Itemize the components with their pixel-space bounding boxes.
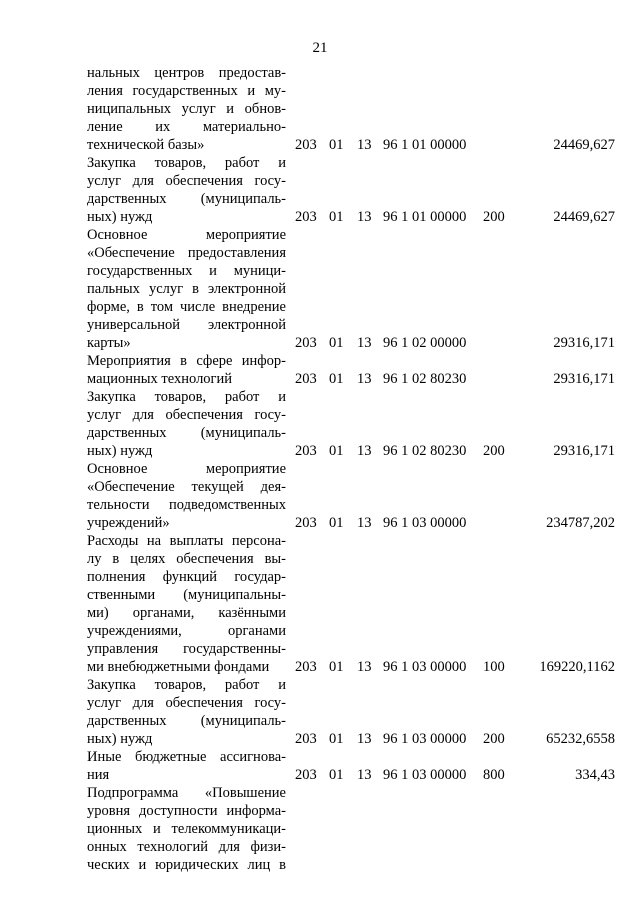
code-rz: 01	[329, 767, 344, 783]
row-amount: 29316,171	[553, 443, 615, 459]
row-amount: 234787,202	[546, 515, 615, 531]
description-line: Подпрограмма «Повышение	[87, 785, 286, 801]
code-rz: 01	[329, 515, 344, 531]
description-line: лу в целях обеспечения вы-	[87, 551, 286, 567]
budget-table	[0, 64, 640, 874]
code-vr: 200	[483, 209, 505, 225]
row-amount: 65232,6558	[546, 731, 615, 747]
description-line: форме, в том числе внедрение	[87, 299, 286, 315]
description-line: услуг для обеспечения госу-	[87, 407, 286, 423]
code-gr: 203	[295, 443, 317, 459]
code-gr: 203	[295, 137, 317, 153]
code-rz: 01	[329, 209, 344, 225]
code-pr: 13	[357, 767, 372, 783]
row-codes	[286, 766, 615, 784]
description-line: тельности подведомственных	[87, 497, 286, 513]
code-csr: 96 1 03 00000	[383, 767, 467, 783]
description-line: Расходы на выплаты персона-	[87, 533, 286, 549]
description-line: ных) нужд	[87, 443, 153, 459]
description-line: Мероприятия в сфере инфор-	[87, 353, 286, 369]
code-rz: 01	[329, 371, 344, 387]
code-csr: 96 1 01 00000	[383, 137, 467, 153]
code-vr	[483, 514, 511, 532]
code-gr: 203	[295, 335, 317, 351]
row-description	[87, 676, 286, 748]
description-line: «Обеспечение текущей дея-	[87, 479, 286, 495]
description-line: ниципальных услуг и обнов-	[87, 101, 286, 117]
table-row	[0, 748, 640, 784]
row-codes	[286, 136, 615, 154]
code-vr	[483, 334, 511, 352]
row-amount: 29316,171	[553, 335, 615, 351]
code-pr: 13	[357, 335, 372, 351]
description-line: Иные бюджетные ассигнова-	[87, 749, 286, 765]
row-codes	[286, 514, 615, 532]
description-line: онных технологий для физи-	[87, 839, 286, 855]
code-rz: 01	[329, 443, 344, 459]
description-line: ми) органами, казёнными	[87, 605, 286, 621]
row-codes	[286, 730, 615, 748]
table-row	[0, 388, 640, 460]
description-line: ственными (муниципальны-	[87, 587, 286, 603]
description-line: уровня доступности информа-	[87, 803, 286, 819]
table-row	[0, 64, 640, 154]
code-gr: 203	[295, 209, 317, 225]
description-line: дарственных (муниципаль-	[87, 191, 286, 207]
description-line: ных) нужд	[87, 731, 153, 747]
row-amount: 29316,171	[553, 371, 615, 387]
description-line: ление их материально-	[87, 119, 286, 135]
code-rz: 01	[329, 659, 344, 675]
code-vr	[483, 370, 511, 388]
table-row	[0, 352, 640, 388]
code-gr: 203	[295, 731, 317, 747]
row-description	[87, 226, 286, 352]
table-row	[0, 226, 640, 352]
description-line: Основное мероприятие	[87, 227, 286, 243]
description-line: услуг для обеспечения госу-	[87, 695, 286, 711]
code-gr: 203	[295, 515, 317, 531]
code-pr: 13	[357, 443, 372, 459]
row-description	[87, 460, 286, 532]
table-row	[0, 154, 640, 226]
code-pr: 13	[357, 515, 372, 531]
code-pr: 13	[357, 137, 372, 153]
table-row	[0, 784, 640, 874]
description-line: дарственных (муниципаль-	[87, 425, 286, 441]
description-line: Закупка товаров, работ и	[87, 155, 286, 171]
description-line: услуг для обеспечения госу-	[87, 173, 286, 189]
table-row	[0, 460, 640, 532]
description-line: управления государственны-	[87, 641, 286, 657]
code-csr: 96 1 03 00000	[383, 515, 467, 531]
code-rz: 01	[329, 731, 344, 747]
row-description	[87, 532, 286, 676]
description-line: «Обеспечение предоставления	[87, 245, 286, 261]
code-pr: 13	[357, 371, 372, 387]
row-description	[87, 784, 286, 874]
description-line: Закупка товаров, работ и	[87, 389, 286, 405]
description-line: ционных и телекоммуникаци-	[87, 821, 286, 837]
code-rz: 01	[329, 137, 344, 153]
description-line: нальных центров предостав-	[87, 65, 286, 81]
code-csr: 96 1 02 00000	[383, 335, 467, 351]
code-pr: 13	[357, 731, 372, 747]
code-vr: 200	[483, 731, 505, 747]
row-codes	[286, 334, 615, 352]
page-number: 21	[312, 40, 328, 56]
row-description	[87, 388, 286, 460]
code-gr: 203	[295, 767, 317, 783]
code-vr: 800	[483, 767, 505, 783]
row-amount: 334,43	[575, 767, 615, 783]
description-line: полнения функций государ-	[87, 569, 286, 585]
description-line: ческих и юридических лиц в	[87, 857, 286, 873]
description-line: ми внебюджетными фондами	[87, 659, 270, 675]
description-line: Основное мероприятие	[87, 461, 286, 477]
code-vr	[483, 136, 511, 154]
description-line: универсальной электронной	[87, 317, 286, 333]
code-csr: 96 1 03 00000	[383, 731, 467, 747]
description-line: ния	[87, 767, 110, 783]
code-rz: 01	[329, 335, 344, 351]
code-gr: 203	[295, 659, 317, 675]
row-description	[87, 748, 286, 784]
code-csr: 96 1 02 80230	[383, 371, 467, 387]
row-amount: 169220,1162	[539, 659, 615, 675]
row-description	[87, 154, 286, 226]
row-codes	[286, 370, 615, 388]
row-codes	[286, 208, 615, 226]
code-csr: 96 1 01 00000	[383, 209, 467, 225]
code-csr: 96 1 02 80230	[383, 443, 467, 459]
description-line: дарственных (муниципаль-	[87, 713, 286, 729]
description-line: технической базы»	[87, 137, 205, 153]
description-line: мационных технологий	[87, 371, 233, 387]
table-row	[0, 532, 640, 676]
code-vr: 100	[483, 659, 505, 675]
row-codes	[286, 658, 615, 676]
description-line: пальных услуг в электронной	[87, 281, 286, 297]
code-csr: 96 1 03 00000	[383, 659, 467, 675]
description-line: учреждений»	[87, 515, 170, 531]
code-pr: 13	[357, 659, 372, 675]
code-pr: 13	[357, 209, 372, 225]
code-vr: 200	[483, 443, 505, 459]
description-line: Закупка товаров, работ и	[87, 677, 286, 693]
description-line: государственных и муници-	[87, 263, 286, 279]
row-description	[87, 352, 286, 388]
row-codes	[286, 442, 615, 460]
row-amount: 24469,627	[553, 209, 615, 225]
description-line: ных) нужд	[87, 209, 153, 225]
row-description	[87, 64, 286, 154]
code-gr: 203	[295, 371, 317, 387]
description-line: ления государственных и му-	[87, 83, 286, 99]
row-amount: 24469,627	[553, 137, 615, 153]
description-line: карты»	[87, 335, 131, 351]
table-row	[0, 676, 640, 748]
description-line: учреждениями, органами	[87, 623, 286, 639]
